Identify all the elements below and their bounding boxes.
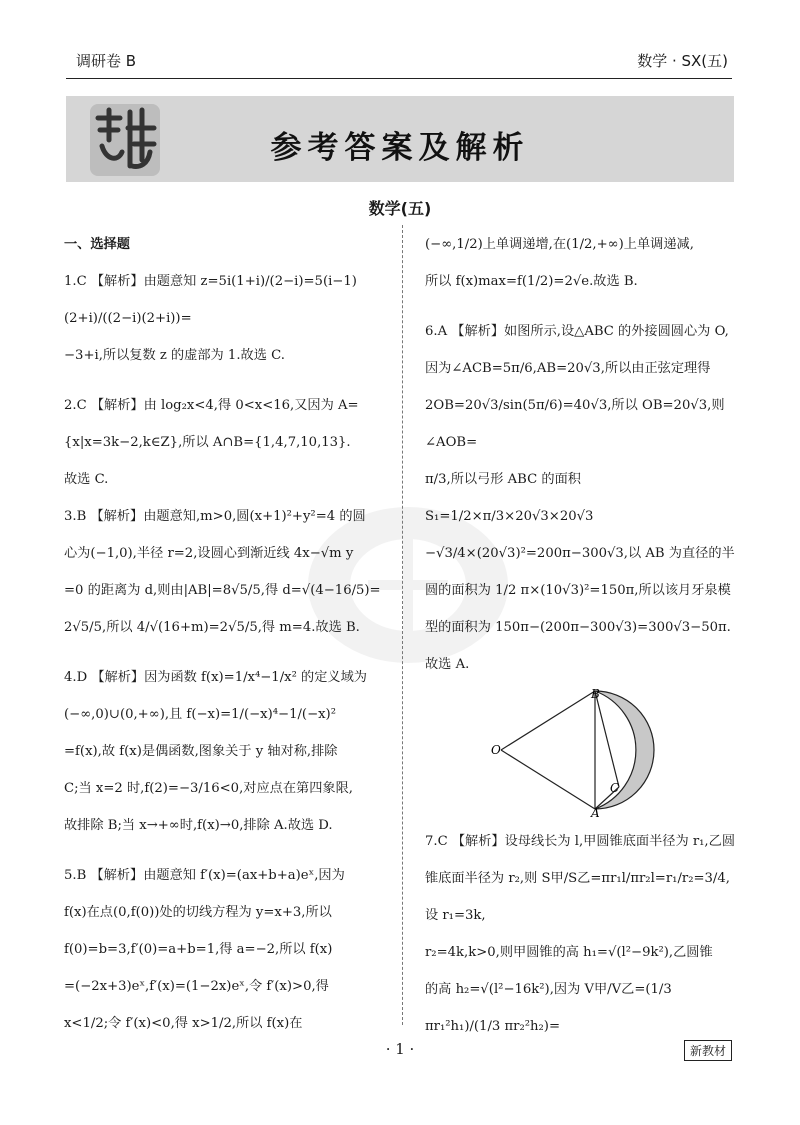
answer-line: 故选 A. <box>425 657 470 672</box>
answer-line: 6.A 【解析】如图所示,设△ABC 的外接圆圆心为 O, <box>425 324 729 339</box>
left-column <box>64 226 390 1042</box>
section-title: 一、选择题 <box>64 237 130 252</box>
label-a: A <box>591 806 600 817</box>
answer-line: −3+i,所以复数 z 的虚部为 1.故选 C. <box>64 348 285 363</box>
answer-line: {x|x=3k−2,k∈Z},所以 A∩B={1,4,7,10,13}. <box>64 435 351 450</box>
page-number: · 1 · <box>385 1040 415 1058</box>
answer-line: 7.C 【解析】设母线长为 l,甲圆锥底面半径为 r₁,乙圆 <box>425 834 736 849</box>
crescent-region <box>595 691 654 809</box>
label-o: O <box>491 743 501 757</box>
answer-line: 3.B 【解析】由题意知,m>0,圆(x+1)²+y²=4 的圆 <box>64 509 366 524</box>
header-left-text: 调研卷 B <box>76 52 137 70</box>
answer-line: 型的面积为 150π−(200π−300√3)=300√3−50π. <box>425 620 731 635</box>
answer-line: =0 的距离为 d,则由|AB|=8√5/5,得 d=√(4−16/5)= <box>64 583 381 598</box>
title-banner <box>66 96 734 182</box>
answer-line: 5.B 【解析】由题意知 f′(x)=(ax+b+a)eˣ,因为 <box>64 868 345 883</box>
moon-spring-diagram <box>491 687 661 817</box>
answer-line: r₂=4k,k>0,则甲圆锥的高 h₁=√(l²−9k²),乙圆锥 <box>425 945 713 960</box>
subject-title: 数学(五) <box>368 199 432 218</box>
answer-line: 因为∠ACB=5π/6,AB=20√3,所以由正弦定理得 <box>425 361 711 376</box>
segment-oa <box>501 750 595 809</box>
answer-line: 心为(−1,0),半径 r=2,设圆心到渐近线 4x−√m y <box>64 546 354 561</box>
answer-line: 2OB=20√3/sin(5π/6)=40√3,所以 OB=20√3,则∠AOB= <box>425 398 725 450</box>
banner-title: 参考答案及解析 <box>270 130 530 166</box>
answer-line: 故排除 B;当 x→+∞时,f(x)→0,排除 A.故选 D. <box>64 818 333 833</box>
answer-line: 2.C 【解析】由 log₂x<4,得 0<x<16,又因为 A= <box>64 398 359 413</box>
answer-line: 圆的面积为 1/2 π×(10√3)²=150π,所以该月牙泉模 <box>425 583 731 598</box>
answer-line: 故选 C. <box>64 472 109 487</box>
answer-line: (−∞,1/2)上单调递增,在(1/2,+∞)上单调递减, <box>425 237 694 252</box>
running-header <box>66 44 732 79</box>
answer-line: −√3/4×(20√3)²=200π−300√3,以 AB 为直径的半 <box>425 546 735 561</box>
answer-line: f(x)在点(0,f(0))处的切线方程为 y=x+3,所以 <box>64 905 332 920</box>
answer-line: =f(x),故 f(x)是偶函数,图象关于 y 轴对称,排除 <box>64 744 338 759</box>
answer-line: =(−2x+3)eˣ,f′(x)=(1−2x)eˣ,令 f′(x)>0,得 <box>64 979 329 994</box>
answer-line: x<1/2;令 f′(x)<0,得 x>1/2,所以 f(x)在 <box>64 1016 303 1031</box>
answer-line: (−∞,0)∪(0,+∞),且 f(−x)=1/(−x)⁴−1/(−x)² <box>64 707 336 722</box>
label-c: C <box>610 781 620 795</box>
segment-ob <box>501 691 595 750</box>
answer-line: f(0)=b=3,f′(0)=a+b=1,得 a=−2,所以 f(x) <box>64 942 333 957</box>
answer-line: 4.D 【解析】因为函数 f(x)=1/x⁴−1/x² 的定义域为 <box>64 670 367 685</box>
column-divider <box>402 225 403 1025</box>
label-b: B <box>591 687 600 701</box>
answer-line: 1.C 【解析】由题意知 z=5i(1+i)/(2−i)=5(i−1)(2+i)/((2−i)(2+i))= <box>64 274 357 326</box>
answer-line: C;当 x=2 时,f(2)=−3/16<0,对应点在第四象限, <box>64 781 353 796</box>
header-right-text: 数学 · SX(五) <box>637 52 728 70</box>
answer-line: 锥底面半径为 r₂,则 S甲/S乙=πr₁l/πr₂l=r₁/r₂=3/4,设 r₁=3k, <box>425 871 730 923</box>
right-column <box>425 226 737 1045</box>
segment-bc <box>595 691 619 787</box>
answer-line: π/3,所以弓形 ABC 的面积 S₁=1/2×π/3×20√3×20√3 <box>425 472 594 524</box>
answer-line: 2√5/5,所以 4/√(16+m)=2√5/5,得 m=4.故选 B. <box>64 620 360 635</box>
edition-badge: 新教材 <box>684 1040 732 1061</box>
answer-line: 所以 f(x)max=f(1/2)=2√e.故选 B. <box>425 274 638 289</box>
answer-line: 的高 h₂=√(l²−16k²),因为 V甲/V乙=(1/3 πr₁²h₁)/(1/3 πr₂²h₂)= <box>425 982 672 1034</box>
